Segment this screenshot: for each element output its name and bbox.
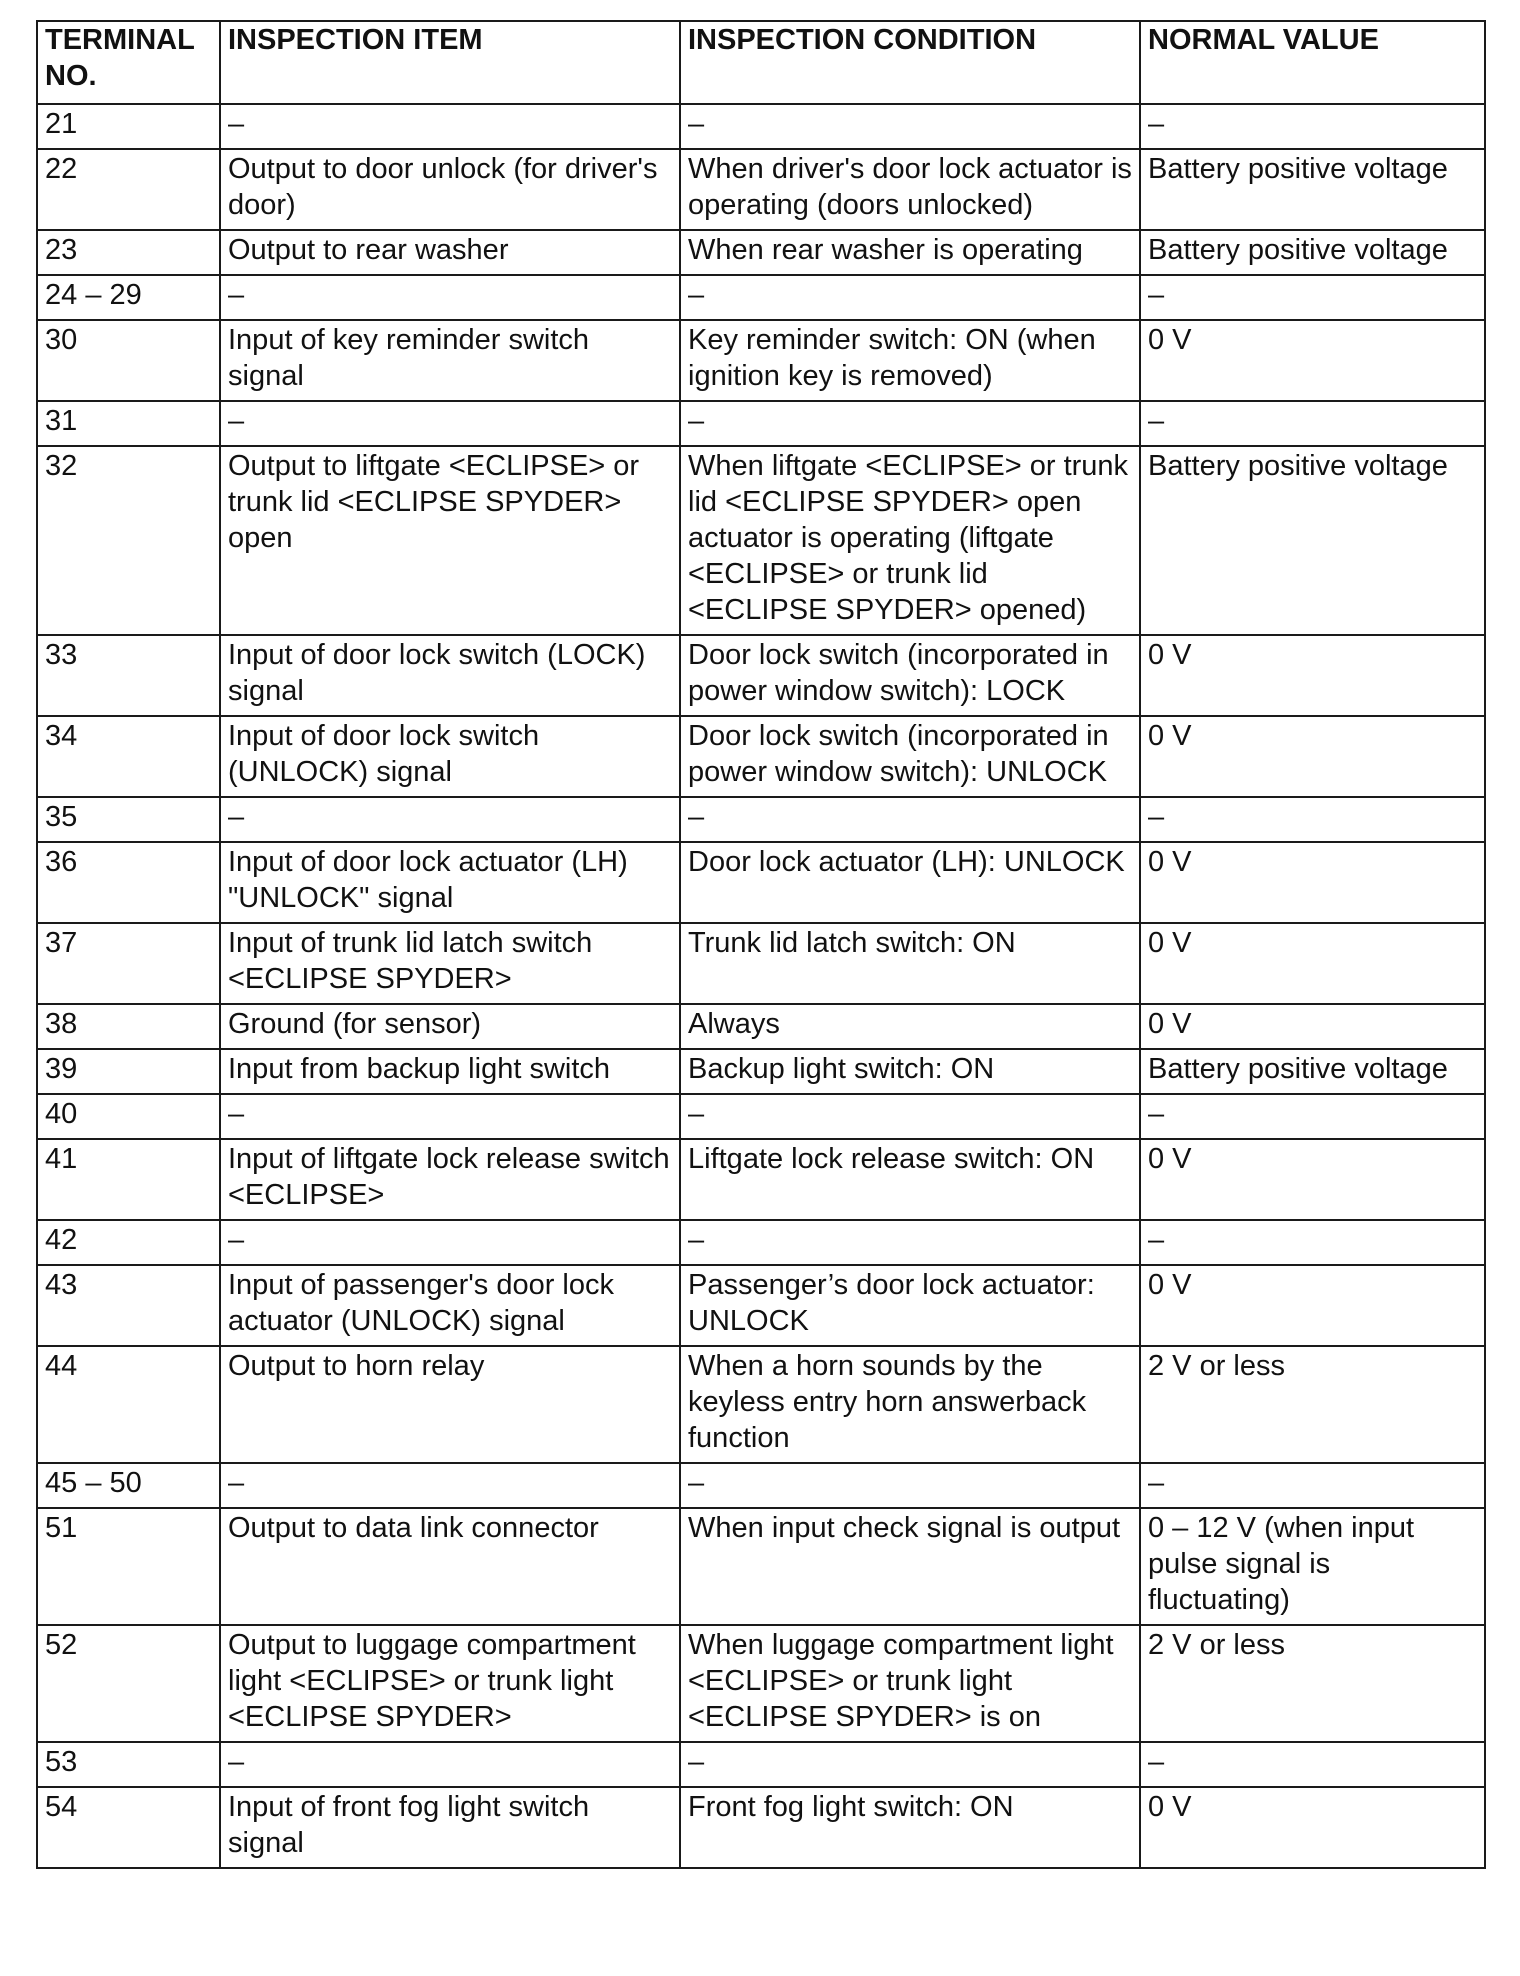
cell-terminal-no: 51	[37, 1508, 220, 1625]
cell-terminal-no: 21	[37, 104, 220, 149]
cell-normal-value: 0 V	[1140, 1265, 1485, 1346]
cell-inspection-item: Output to rear washer	[220, 230, 680, 275]
cell-normal-value: 0 V	[1140, 716, 1485, 797]
cell-normal-value: –	[1140, 275, 1485, 320]
cell-inspection-item: Input of passenger's door lock actuator (UNLOCK) signal	[220, 1265, 680, 1346]
cell-terminal-no: 38	[37, 1004, 220, 1049]
cell-normal-value: –	[1140, 1463, 1485, 1508]
cell-normal-value: 2 V or less	[1140, 1625, 1485, 1742]
cell-terminal-no: 39	[37, 1049, 220, 1094]
cell-inspection-item: –	[220, 275, 680, 320]
cell-inspection-condition: When liftgate <ECLIPSE> or trunk lid <ECLIPSE SPYDER> open actuator is operating (liftgate <ECLIPSE> or trunk lid <ECLIPSE SPYDER> opened)	[680, 446, 1140, 635]
cell-normal-value: –	[1140, 104, 1485, 149]
table-row	[37, 401, 1485, 446]
cell-terminal-no: 23	[37, 230, 220, 275]
cell-normal-value: Battery positive voltage	[1140, 1049, 1485, 1094]
cell-terminal-no: 52	[37, 1625, 220, 1742]
cell-inspection-condition: –	[680, 275, 1140, 320]
cell-inspection-item: Output to liftgate <ECLIPSE> or trunk lid <ECLIPSE SPYDER> open	[220, 446, 680, 635]
terminal-inspection-table	[36, 20, 1486, 1869]
cell-inspection-condition: –	[680, 104, 1140, 149]
cell-inspection-condition: When luggage compartment light <ECLIPSE> or trunk light <ECLIPSE SPYDER> is on	[680, 1625, 1140, 1742]
cell-inspection-item: Output to horn relay	[220, 1346, 680, 1463]
cell-normal-value: –	[1140, 1220, 1485, 1265]
cell-inspection-item: Input from backup light switch	[220, 1049, 680, 1094]
cell-inspection-condition: Door lock switch (incorporated in power window switch): LOCK	[680, 635, 1140, 716]
table-row	[37, 842, 1485, 923]
cell-normal-value: 0 V	[1140, 1139, 1485, 1220]
cell-inspection-condition: Front fog light switch: ON	[680, 1787, 1140, 1868]
table-row	[37, 1742, 1485, 1787]
cell-normal-value: 0 V	[1140, 1004, 1485, 1049]
cell-terminal-no: 40	[37, 1094, 220, 1139]
cell-terminal-no: 24 – 29	[37, 275, 220, 320]
cell-terminal-no: 43	[37, 1265, 220, 1346]
cell-terminal-no: 34	[37, 716, 220, 797]
cell-terminal-no: 33	[37, 635, 220, 716]
cell-inspection-condition: Door lock switch (incorporated in power window switch): UNLOCK	[680, 716, 1140, 797]
cell-terminal-no: 30	[37, 320, 220, 401]
cell-inspection-condition: –	[680, 797, 1140, 842]
cell-inspection-condition: –	[680, 1220, 1140, 1265]
cell-normal-value: 0 – 12 V (when input pulse signal is fluctuating)	[1140, 1508, 1485, 1625]
cell-inspection-condition: Liftgate lock release switch: ON	[680, 1139, 1140, 1220]
header-inspection-condition: INSPECTION CONDITION	[680, 21, 1140, 104]
cell-inspection-condition: Trunk lid latch switch: ON	[680, 923, 1140, 1004]
cell-terminal-no: 32	[37, 446, 220, 635]
cell-normal-value: 0 V	[1140, 320, 1485, 401]
table-row	[37, 1004, 1485, 1049]
cell-terminal-no: 37	[37, 923, 220, 1004]
table-row	[37, 635, 1485, 716]
cell-terminal-no: 35	[37, 797, 220, 842]
cell-inspection-item: Ground (for sensor)	[220, 1004, 680, 1049]
table-header-row	[37, 21, 1485, 104]
cell-normal-value: Battery positive voltage	[1140, 230, 1485, 275]
cell-inspection-item: Input of door lock switch (LOCK) signal	[220, 635, 680, 716]
cell-terminal-no: 44	[37, 1346, 220, 1463]
cell-inspection-condition: Backup light switch: ON	[680, 1049, 1140, 1094]
cell-terminal-no: 42	[37, 1220, 220, 1265]
cell-inspection-condition: Passenger’s door lock actuator: UNLOCK	[680, 1265, 1140, 1346]
table-row	[37, 1265, 1485, 1346]
cell-terminal-no: 53	[37, 1742, 220, 1787]
table-row	[37, 1508, 1485, 1625]
cell-normal-value: Battery positive voltage	[1140, 446, 1485, 635]
cell-inspection-item: Input of key reminder switch signal	[220, 320, 680, 401]
cell-terminal-no: 41	[37, 1139, 220, 1220]
cell-terminal-no: 22	[37, 149, 220, 230]
cell-terminal-no: 31	[37, 401, 220, 446]
cell-inspection-item: Input of front fog light switch signal	[220, 1787, 680, 1868]
cell-terminal-no: 54	[37, 1787, 220, 1868]
cell-inspection-item: Input of trunk lid latch switch <ECLIPSE SPYDER>	[220, 923, 680, 1004]
cell-normal-value: 0 V	[1140, 842, 1485, 923]
cell-inspection-item: –	[220, 797, 680, 842]
cell-inspection-condition: When a horn sounds by the keyless entry horn answerback function	[680, 1346, 1140, 1463]
cell-inspection-item: –	[220, 104, 680, 149]
cell-normal-value: 0 V	[1140, 923, 1485, 1004]
cell-inspection-item: –	[220, 1742, 680, 1787]
cell-normal-value: 0 V	[1140, 635, 1485, 716]
cell-normal-value: 2 V or less	[1140, 1346, 1485, 1463]
table-row	[37, 446, 1485, 635]
cell-inspection-item: Output to luggage compartment light <ECLIPSE> or trunk light <ECLIPSE SPYDER>	[220, 1625, 680, 1742]
table-row	[37, 1787, 1485, 1868]
table-row	[37, 149, 1485, 230]
table-row	[37, 923, 1485, 1004]
table-row	[37, 716, 1485, 797]
table-row	[37, 320, 1485, 401]
cell-inspection-item: –	[220, 401, 680, 446]
cell-inspection-condition: When driver's door lock actuator is operating (doors unlocked)	[680, 149, 1140, 230]
table-row	[37, 104, 1485, 149]
cell-normal-value: –	[1140, 1094, 1485, 1139]
table-row	[37, 1346, 1485, 1463]
table-row	[37, 797, 1485, 842]
table-row	[37, 1220, 1485, 1265]
cell-inspection-condition: When rear washer is operating	[680, 230, 1140, 275]
cell-normal-value: –	[1140, 797, 1485, 842]
cell-inspection-item: Output to data link connector	[220, 1508, 680, 1625]
cell-normal-value: Battery positive voltage	[1140, 149, 1485, 230]
cell-normal-value: –	[1140, 1742, 1485, 1787]
header-normal-value: NORMAL VALUE	[1140, 21, 1485, 104]
table-row	[37, 1139, 1485, 1220]
header-inspection-item: INSPECTION ITEM	[220, 21, 680, 104]
cell-inspection-condition: Key reminder switch: ON (when ignition key is removed)	[680, 320, 1140, 401]
cell-inspection-item: Input of liftgate lock release switch <ECLIPSE>	[220, 1139, 680, 1220]
cell-inspection-condition: –	[680, 1463, 1140, 1508]
table-row	[37, 1463, 1485, 1508]
cell-inspection-item: Input of door lock actuator (LH) "UNLOCK" signal	[220, 842, 680, 923]
cell-inspection-item: Output to door unlock (for driver's door)	[220, 149, 680, 230]
cell-inspection-condition: –	[680, 401, 1140, 446]
table-row	[37, 1625, 1485, 1742]
cell-inspection-item: Input of door lock switch (UNLOCK) signal	[220, 716, 680, 797]
table-row	[37, 1094, 1485, 1139]
table-body	[37, 104, 1485, 1868]
cell-inspection-item: –	[220, 1220, 680, 1265]
cell-inspection-condition: –	[680, 1742, 1140, 1787]
cell-inspection-condition: –	[680, 1094, 1140, 1139]
cell-normal-value: 0 V	[1140, 1787, 1485, 1868]
table-row	[37, 275, 1485, 320]
cell-terminal-no: 36	[37, 842, 220, 923]
cell-inspection-item: –	[220, 1463, 680, 1508]
header-terminal-no: TERMINAL NO.	[37, 21, 220, 104]
cell-terminal-no: 45 – 50	[37, 1463, 220, 1508]
cell-inspection-condition: When input check signal is output	[680, 1508, 1140, 1625]
cell-normal-value: –	[1140, 401, 1485, 446]
cell-inspection-condition: Always	[680, 1004, 1140, 1049]
table-row	[37, 1049, 1485, 1094]
cell-inspection-condition: Door lock actuator (LH): UNLOCK	[680, 842, 1140, 923]
table-row	[37, 230, 1485, 275]
cell-inspection-item: –	[220, 1094, 680, 1139]
